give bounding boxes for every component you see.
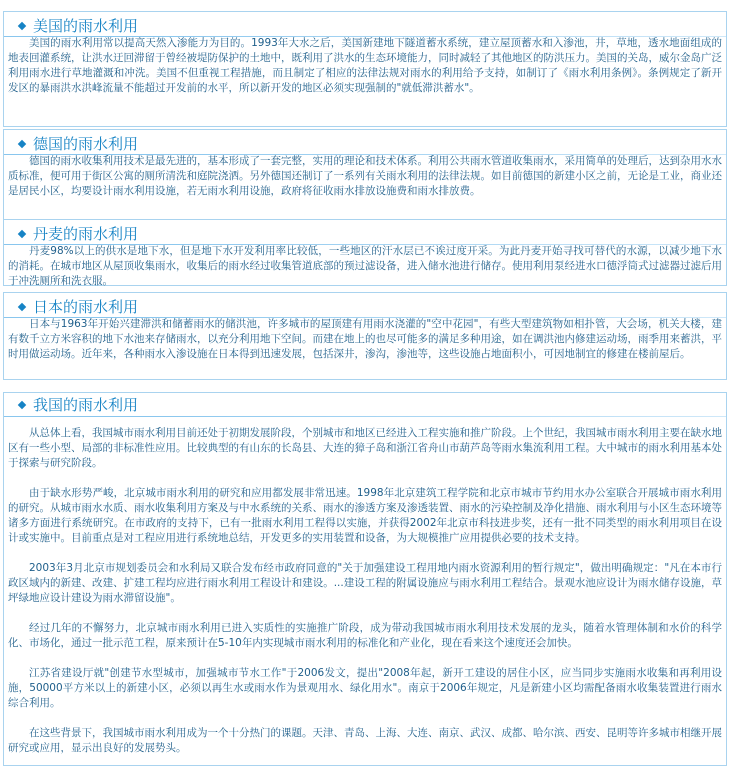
diamond-bullet-icon [18, 230, 26, 238]
paragraph: 从总体上看，我国城市雨水利用目前还处于初期发展阶段，个别城市和地区已经进入工程实施和推广阶段。上个世纪，我国城市雨水利用主要在缺水地区有一些小型、局部的非标准性应用。比较典型的有山东的长岛县、大连的獐子岛和浙江省舟山市葫芦岛等雨水集流利用工程。大中城市的雨水利用基本处于探索与研究阶段。 [8, 427, 722, 469]
section-body [8, 317, 722, 362]
paragraph: 日本与1963年开始兴建滞洪和储蓄雨水的储洪池，许多城市的屋顶建有用雨水浇灌的"空中花园"，有些大型建筑物如相扑管，大会场，机关大楼，建有数千立方米容积的地下水池来存储雨水，以充分利用地下空间。而建在地上的也尽可能多的满足多种用途，如在调洪池内修建运动场，雨季用来蓄洪，平时用做运动场。近年来，各种雨水入渗设施在日本得到迅速发展，包括深井，渗沟，渗池等，这些设施占地面积小，可因地制宜的修建在楼前屋后。 [8, 318, 722, 360]
diamond-bullet-icon [18, 140, 26, 148]
section-title: 德国的雨水利用 [33, 135, 139, 153]
section-germany [3, 129, 727, 230]
paragraph: 美国的雨水利用常以提高天然入渗能力为目的。1993年大水之后，美国新建地下隧道蓄水系统，建立屋顶蓄水和入渗池，井，草地，透水地面组成的地表回灌系统，让洪水迂回滞留于曾经被堤防保护的土地中，既利用了洪水的生态环境能力，同时减轻了其他地区的防洪压力。美国的关岛，威尔金岛广泛利用雨水进行草地灌溉和冲洗。美国不但重视工程措施，而且制定了相应的法律法规对雨水的利用给予支持，如制订了《雨水利用条例》。条例规定了新开发区的暴雨洪水洪峰流量不能超过开发前的水平，所以新开发的地区必须实现强制的"就低滞洪蓄水"。 [8, 37, 722, 94]
section-china [3, 392, 727, 766]
section-japan [3, 292, 727, 380]
section-usa [3, 11, 727, 127]
paragraph: 2003年3月北京市规划委员会和水利局又联合发布经市政府同意的"关于加强建设工程用地内雨水资源利用的暂行规定"，做出明确规定："凡在本市行政区域内的新建、改建、扩建工程均应进行雨水利用工程设计和建设。...建设工程的附属设施应与雨水利用工程结合。景观水池应设计为雨水储存设施，草坪绿地应设计建设为雨水滞留设施"。 [8, 562, 722, 604]
section-title: 我国的雨水利用 [33, 396, 139, 414]
section-title: 丹麦的雨水利用 [33, 225, 139, 243]
title-underline [4, 416, 726, 417]
paragraph: 丹麦98%以上的供水是地下水，但是地下水开发利用率比较低，一些地区的汗水层已不诶过度开采。为此丹麦开始寻找可替代的水源，以减少地下水的消耗。在城市地区从屋顶收集雨水，收集后的雨水经过收集管道底部的预过滤设备，进入储水池进行储存。使用利用泵经进水口德浮筒式过滤器过滤后用于冲洗厕所和洗衣服。 [8, 245, 722, 287]
paragraph: 在这些背景下，我国城市雨水利用成为一个十分热门的课题。天津、青岛、上海、大连、南京、武汉、成都、哈尔滨、西安、昆明等许多城市相继开展研究或应用，显示出良好的发展势头。 [8, 727, 722, 754]
section-title: 日本的雨水利用 [33, 298, 139, 316]
section-body [8, 426, 722, 756]
paragraph: 经过几年的不懈努力，北京城市雨水利用已进入实质性的实施推广阶段，成为带动我国城市雨水利用技术发展的龙头，随着水管理体制和水价的科学化、市场化，通过一批示范工程，原来预计在5-10年内实现城市雨水利用的标准化和产业化，现在看来这个速度还会加快。 [8, 622, 722, 649]
diamond-bullet-icon [18, 22, 26, 30]
section-body [8, 154, 722, 199]
paragraph: 由于缺水形势严峻，北京城市雨水利用的研究和应用都发展非常迅速。1998年北京建筑工程学院和北京市城市节约用水办公室联合开展城市雨水利用的研究。从城市雨水水质、雨水收集利用方案及与中水系统的关系、雨水的渗透方案及渗透装置、雨水的污染控制及净化措施、雨水利用与小区生态环境等诸多方面进行系统研究。在市政府的支持下，已有一批雨水利用工程得以实施，并获得2002年北京市科技进步奖，还有一批不同类型的雨水利用项目在设计或实施中。目前重点是对工程应用进行系统地总结，开发更多的实用装置和设备，为大规模推广应用提供必要的技术支持。 [8, 487, 722, 544]
section-title: 美国的雨水利用 [33, 17, 139, 35]
paragraph: 德国的雨水收集利用技术是最先进的，基本形成了一套完整，实用的理论和技术体系。利用公共雨水管道收集雨水，采用简单的处理后，达到杂用水水质标准，便可用于街区公寓的厕所清洗和庭院浇洒。另外德国还制订了一系列有关雨水利用的法律法规。如目前德国的新建小区之前，无论是工业，商业还是居民小区，均要设计雨水利用设施，若无雨水利用设施，政府将征收雨水排放设施费和雨水排放费。 [8, 155, 722, 197]
paragraph: 江苏省建设厅就"创建节水型城市，加强城市节水工作"于2006发文，提出"2008年起，新开工建设的居住小区，应当同步实施雨水收集和再利用设施，50000平方米以上的新建小区，必须以再生水或雨水作为景观用水、绿化用水"。南京于2006年规定，凡是新建小区均需配备雨水收集装置进行雨水综合利用。 [8, 667, 722, 709]
section-body [8, 36, 722, 96]
diamond-bullet-icon [18, 303, 26, 311]
diamond-bullet-icon [18, 401, 26, 409]
section-body [8, 244, 722, 289]
section-denmark [3, 219, 727, 286]
